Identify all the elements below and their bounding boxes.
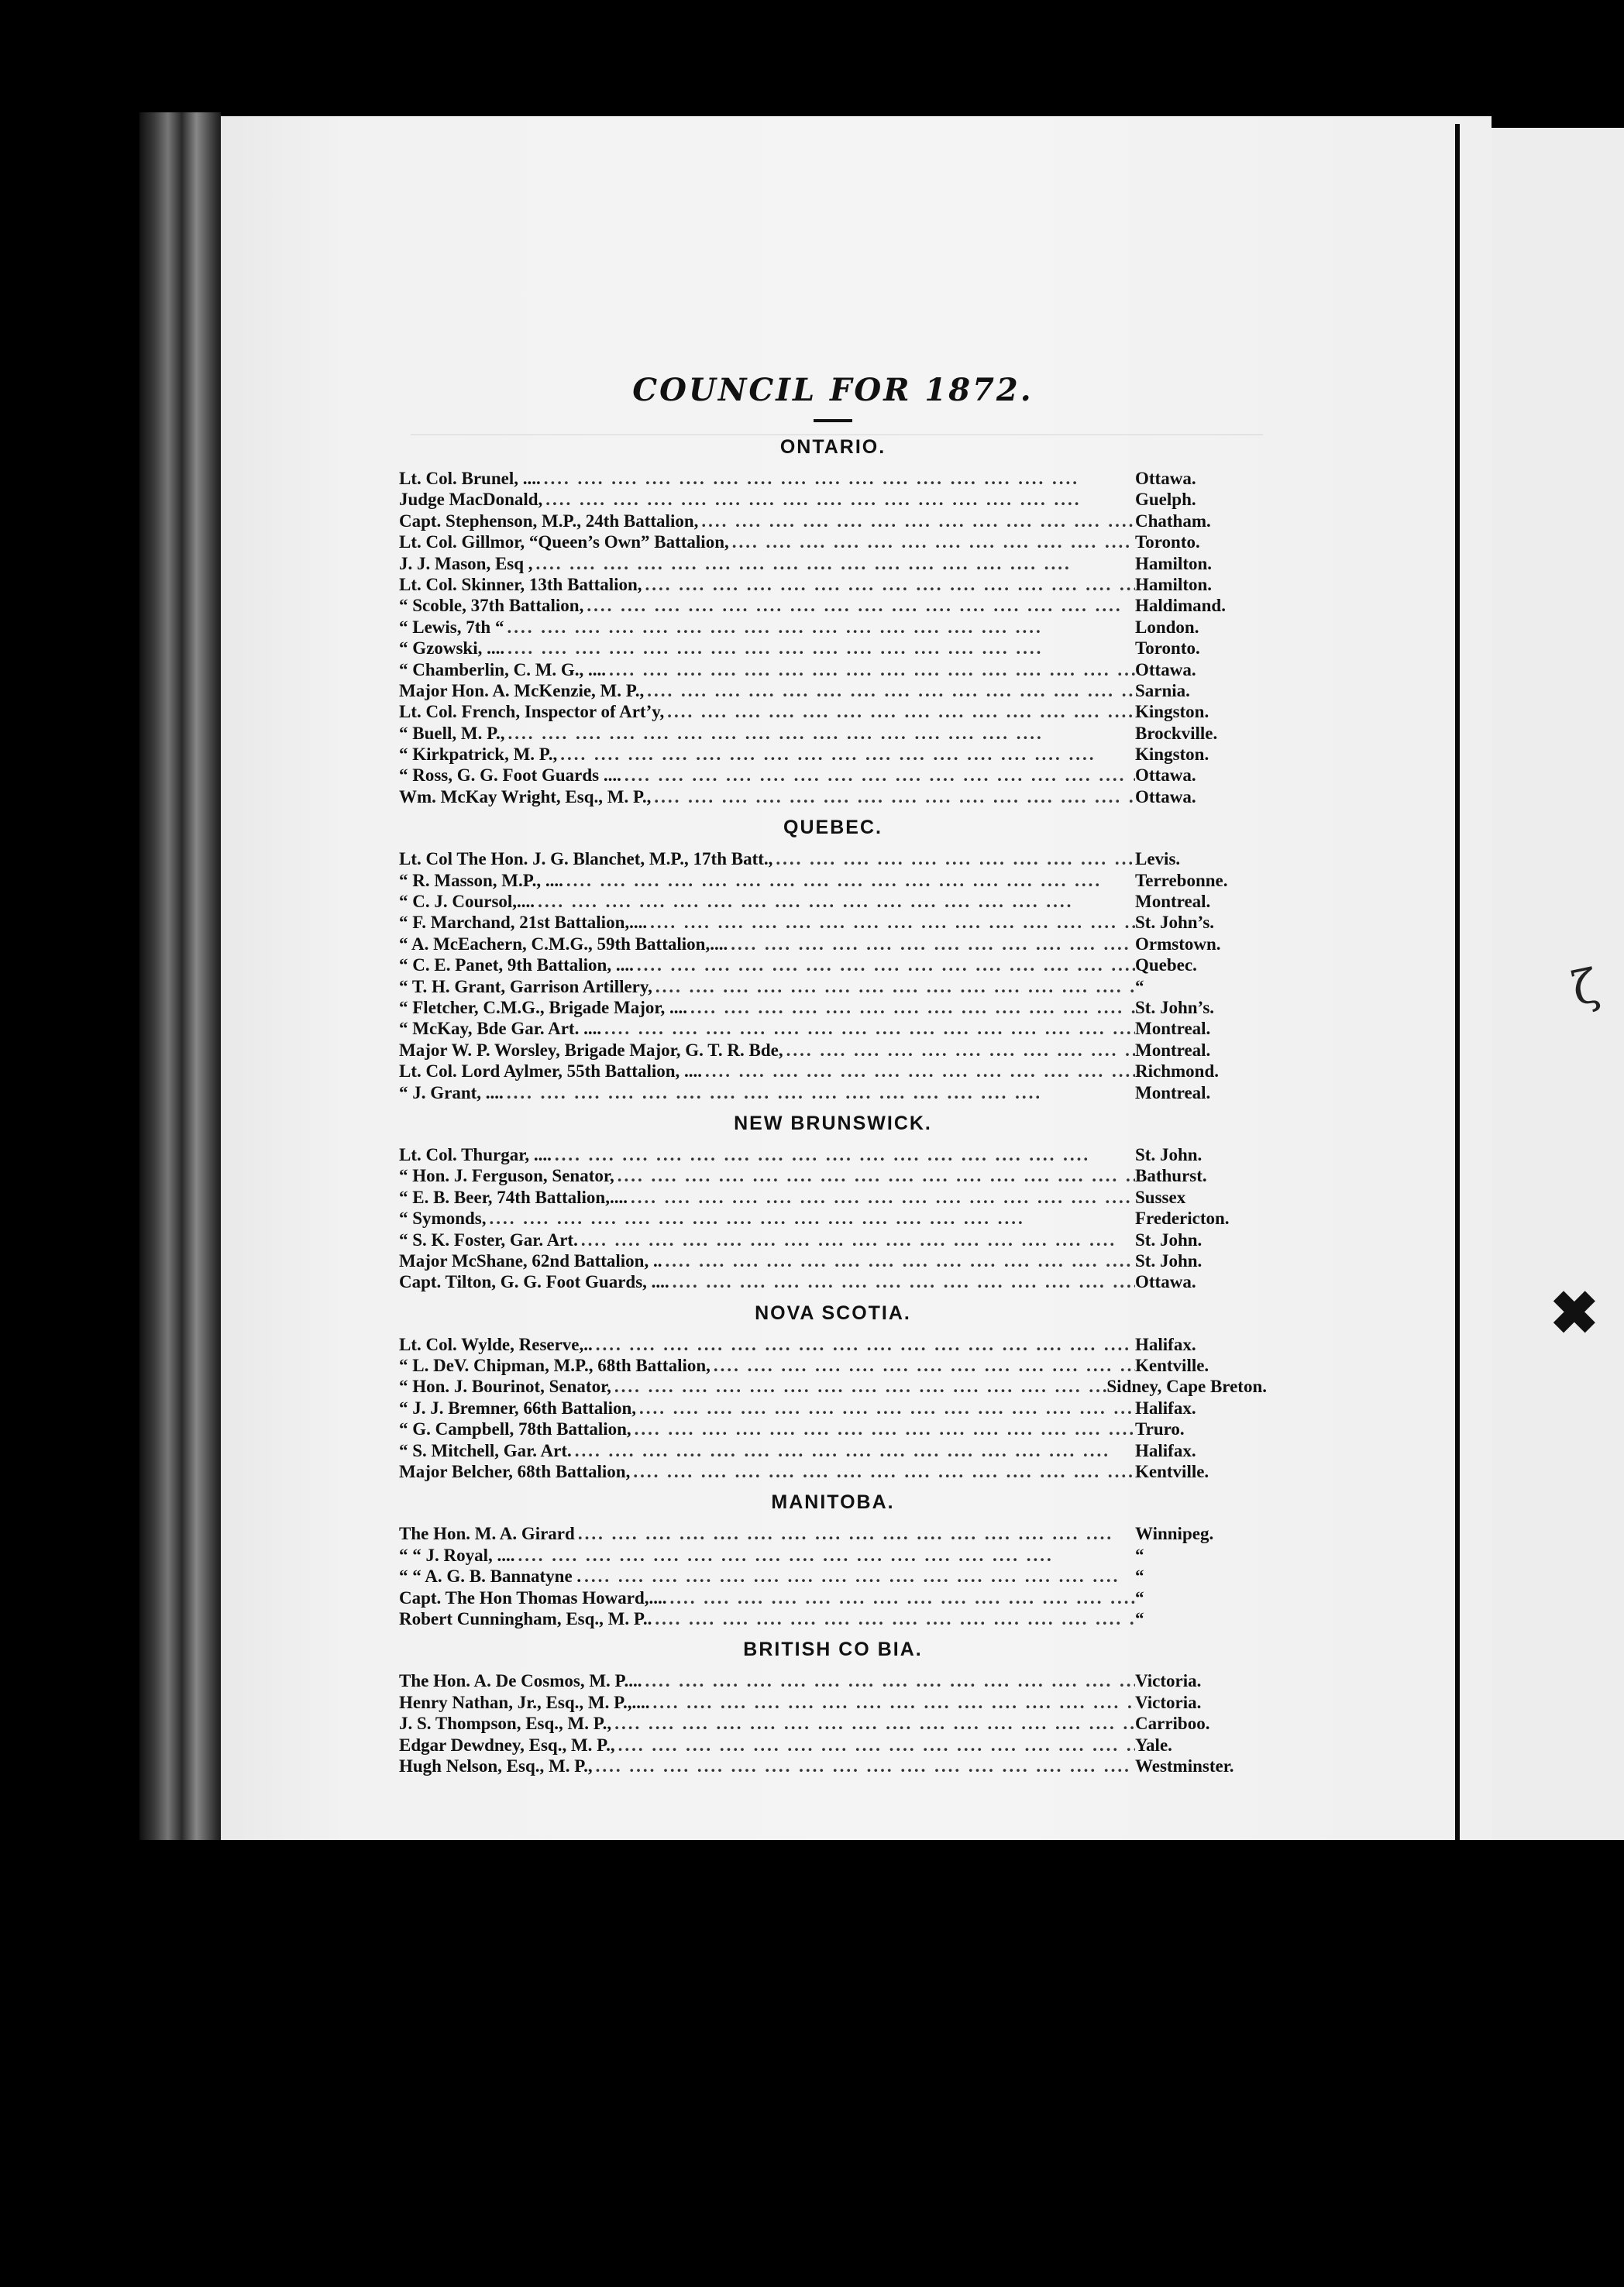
member-name: “ Symonds,: [399, 1209, 487, 1229]
leader-dots: [611, 1376, 1106, 1397]
member-name: “ G. Campbell, 78th Battalion,: [399, 1419, 631, 1439]
member-place: Ottawa.: [1135, 786, 1196, 806]
member-name: “ F. Marchand, 21st Battalion,....: [399, 913, 648, 933]
title-rule: [814, 419, 852, 422]
leader-dots: [504, 1082, 1135, 1103]
member-place: “: [1135, 1608, 1144, 1628]
leader-dots: [652, 1608, 1135, 1629]
member-name: “ Kirkpatrick, M. P.,: [399, 745, 558, 765]
list-item: [399, 701, 1267, 722]
leader-dots: [702, 1061, 1135, 1082]
section-heading: NOVA SCOTIA.: [755, 1302, 911, 1324]
member-place: Sidney, Cape Breton.: [1106, 1377, 1267, 1397]
section-heading: MANITOBA.: [771, 1491, 895, 1514]
member-name: “ McKay, Bde Gar. Art. ....: [399, 1019, 602, 1039]
list-item: [399, 1692, 1267, 1713]
leader-dots: [710, 1355, 1135, 1376]
leader-dots: [601, 1018, 1135, 1039]
member-name: “ S. Mitchell, Gar. Art.: [399, 1440, 572, 1460]
list-item: [399, 1144, 1267, 1165]
leader-dots: [628, 1187, 1135, 1208]
leader-dots: [634, 954, 1135, 975]
entry-list: [399, 1144, 1267, 1293]
leader-dots: [535, 891, 1135, 912]
member-name: “ E. B. Beer, 74th Battalion,....: [399, 1187, 628, 1207]
list-item: [399, 934, 1267, 954]
leader-dots: [729, 531, 1135, 552]
leader-dots: [593, 1756, 1135, 1776]
leader-dots: [650, 1692, 1135, 1713]
member-name: Major McShane, 62nd Battalion, ..: [399, 1250, 662, 1271]
leader-dots: [593, 1334, 1135, 1355]
member-name: Robert Cunningham, Esq., M. P..: [399, 1608, 652, 1628]
entry-list: [399, 1670, 1267, 1776]
member-name: Henry Nathan, Jr., Esq., M. P.,....: [399, 1692, 650, 1712]
list-item: [399, 848, 1267, 869]
member-name: Lt. Col. Brunel, ....: [399, 469, 541, 488]
entry-list: [399, 848, 1267, 1103]
member-place: St. John.: [1135, 1144, 1203, 1164]
leader-dots: [572, 1440, 1135, 1461]
list-item: [399, 1165, 1267, 1186]
entry-list: [399, 1334, 1267, 1483]
list-item: [399, 1713, 1267, 1734]
leader-dots: [783, 1040, 1135, 1061]
member-place: “: [1135, 1567, 1144, 1587]
member-place: Sarnia.: [1135, 680, 1190, 700]
leader-dots: [486, 1208, 1135, 1229]
member-name: Capt. Tilton, G. G. Foot Guards, ....: [399, 1272, 669, 1292]
member-name: J. J. Mason, Esq ,: [399, 553, 533, 573]
leader-dots: [611, 1713, 1135, 1734]
page-title: COUNCIL FOR 1872.: [632, 372, 1034, 408]
leader-dots: [583, 595, 1135, 616]
list-item: [399, 1376, 1267, 1397]
member-name: “ Hon. J. Bourinot, Senator,: [399, 1377, 611, 1397]
list-item: [399, 553, 1267, 574]
section-heading: NEW BRUNSWICK.: [734, 1112, 932, 1134]
member-place: “: [1135, 1545, 1144, 1565]
member-name: Edgar Dewdney, Esq., M. P.,: [399, 1735, 615, 1755]
leader-dots: [621, 765, 1135, 786]
member-place: St. John’s.: [1135, 997, 1215, 1017]
member-name: “ Fletcher, C.M.G., Brigade Major, ....: [399, 997, 687, 1017]
list-item: [399, 1040, 1267, 1061]
list-item: [399, 723, 1267, 744]
leader-dots: [772, 848, 1135, 869]
leader-dots: [615, 1735, 1135, 1756]
list-item: [399, 1461, 1267, 1482]
member-name: “ L. DeV. Chipman, M.P., 68th Battalion,: [399, 1356, 710, 1376]
member-place: Terrebonne.: [1135, 870, 1228, 890]
leader-dots: [642, 1670, 1136, 1691]
leader-dots: [563, 870, 1135, 891]
member-place: Yale.: [1135, 1735, 1172, 1755]
member-place: Ottawa.: [1135, 659, 1196, 679]
member-name: Capt. Stephenson, M.P., 24th Battalion,: [399, 511, 699, 531]
leader-dots: [728, 934, 1135, 954]
leader-dots: [552, 1144, 1135, 1165]
leader-dots: [652, 976, 1135, 997]
list-item: [399, 1587, 1267, 1608]
leader-dots: [542, 489, 1135, 510]
leader-dots: [642, 574, 1135, 595]
member-name: Wm. McKay Wright, Esq., M. P.,: [399, 786, 652, 806]
leader-dots: [504, 617, 1135, 638]
list-item: [399, 1187, 1267, 1208]
list-item: [399, 1250, 1267, 1271]
section-heading: ONTARIO.: [779, 436, 886, 458]
leader-dots: [644, 680, 1135, 701]
list-item: [399, 1756, 1267, 1776]
list-item: [399, 786, 1267, 807]
member-name: The Hon. M. A. Girard: [399, 1524, 575, 1544]
list-item: [399, 638, 1267, 659]
member-place: St. John.: [1135, 1250, 1203, 1271]
member-place: Kingston.: [1135, 702, 1209, 722]
leader-dots: [515, 1545, 1136, 1566]
member-place: Chatham.: [1135, 511, 1211, 531]
scan-border-bottom: [0, 1840, 1624, 2287]
member-name: Major Belcher, 68th Battalion,: [399, 1462, 631, 1482]
council-list: [399, 372, 1267, 1776]
list-item: [399, 617, 1267, 638]
list-item: [399, 1271, 1267, 1292]
member-name: “ Buell, M. P.,: [399, 723, 505, 743]
member-place: Montreal.: [1135, 1082, 1211, 1102]
member-place: Levis.: [1135, 849, 1181, 869]
member-name: Capt. The Hon Thomas Howard,....: [399, 1587, 667, 1608]
member-name: Lt. Col. Thurgar, ....: [399, 1144, 552, 1164]
list-item: [399, 870, 1267, 891]
leader-dots: [687, 997, 1135, 1018]
member-place: St. John.: [1135, 1229, 1203, 1250]
member-name: Major W. P. Worsley, Brigade Major, G. T. R. Bde,: [399, 1040, 783, 1060]
leader-dots: [651, 786, 1135, 807]
list-item: [399, 680, 1267, 701]
leader-dots: [664, 701, 1135, 722]
list-item: [399, 1440, 1267, 1461]
member-place: Kingston.: [1135, 745, 1209, 765]
list-item: [399, 1208, 1267, 1229]
list-item: [399, 659, 1267, 680]
member-name: “ C. E. Panet, 9th Battalion, ....: [399, 955, 634, 975]
member-name: J. S. Thompson, Esq., M. P.,: [399, 1714, 612, 1734]
list-item: [399, 468, 1267, 489]
list-item: [399, 1082, 1267, 1103]
member-name: “ T. H. Grant, Garrison Artillery,: [399, 976, 652, 996]
leader-dots: [669, 1271, 1135, 1292]
leader-dots: [575, 1523, 1135, 1544]
member-name: “ Ross, G. G. Foot Guards ....: [399, 765, 621, 786]
list-item: [399, 1735, 1267, 1756]
member-name: Lt. Col. Lord Aylmer, 55th Battalion, ....: [399, 1061, 703, 1082]
member-place: Brockville.: [1135, 723, 1218, 743]
sections-container: [399, 436, 1267, 1776]
list-item: [399, 489, 1267, 510]
member-place: Hamilton.: [1135, 553, 1213, 573]
margin-handwritten-mark: ζ: [1567, 958, 1604, 1017]
list-item: [399, 765, 1267, 786]
member-name: The Hon. A. De Cosmos, M. P....: [399, 1671, 642, 1691]
list-item: [399, 1229, 1267, 1250]
list-item: [399, 1419, 1267, 1439]
margin-handwritten-cross: ✖: [1550, 1278, 1599, 1347]
list-item: [399, 954, 1267, 975]
member-name: “ R. Masson, M.P., ....: [399, 870, 563, 890]
member-place: Montreal.: [1135, 1019, 1211, 1039]
leader-dots: [541, 468, 1135, 489]
leader-dots: [630, 1461, 1135, 1482]
book-binding: [139, 112, 221, 1840]
member-place: St. John’s.: [1135, 913, 1215, 933]
member-place: Montreal.: [1135, 1040, 1211, 1060]
member-place: Ottawa.: [1135, 469, 1196, 488]
member-name: “ “ J. Royal, ....: [399, 1545, 515, 1565]
list-item: [399, 1523, 1267, 1544]
member-place: “: [1135, 1587, 1144, 1608]
member-place: “: [1135, 976, 1144, 996]
list-item: [399, 976, 1267, 997]
leader-dots: [667, 1587, 1136, 1608]
member-name: “ “ A. G. B. Bannatyne .: [399, 1567, 582, 1587]
member-name: Judge MacDonald,: [399, 490, 543, 510]
member-place: Sussex: [1135, 1187, 1186, 1207]
member-name: “ Chamberlin, C. M. G., ....: [399, 659, 607, 679]
member-name: Lt. Col. Wylde, Reserve,..: [399, 1334, 593, 1354]
leader-dots: [698, 511, 1135, 531]
member-place: Montreal.: [1135, 892, 1211, 912]
list-item: [399, 1545, 1267, 1566]
member-place: Carriboo.: [1135, 1714, 1210, 1734]
member-place: Victoria.: [1135, 1671, 1202, 1691]
member-place: Hamilton.: [1135, 574, 1213, 594]
member-place: Winnipeg.: [1135, 1524, 1214, 1544]
member-place: Haldimand.: [1135, 596, 1226, 616]
list-item: [399, 1061, 1267, 1082]
member-place: Kentville.: [1135, 1356, 1209, 1376]
member-place: Halifax.: [1135, 1440, 1196, 1460]
member-name: “ J. Grant, ....: [399, 1082, 504, 1102]
leader-dots: [504, 638, 1135, 659]
leader-dots: [662, 1250, 1135, 1271]
member-place: Toronto.: [1135, 532, 1200, 552]
list-item: [399, 997, 1267, 1018]
member-name: “ S. K. Foster, Gar. Art.: [399, 1229, 578, 1250]
list-item: [399, 511, 1267, 531]
list-item: [399, 1398, 1267, 1419]
list-item: [399, 595, 1267, 616]
entry-list: [399, 1523, 1267, 1629]
list-item: [399, 744, 1267, 765]
entry-list: [399, 468, 1267, 807]
member-place: Kentville.: [1135, 1462, 1209, 1482]
leader-dots: [606, 659, 1135, 680]
leader-dots: [631, 1419, 1135, 1439]
member-name: “ Scoble, 37th Battalion,: [399, 596, 584, 616]
member-name: Major Hon. A. McKenzie, M. P.,: [399, 680, 645, 700]
member-name: “ C. J. Coursol,....: [399, 892, 535, 912]
member-place: Truro.: [1135, 1419, 1185, 1439]
leader-dots: [578, 1229, 1135, 1250]
list-item: [399, 574, 1267, 595]
list-item: [399, 1355, 1267, 1376]
member-name: “ A. McEachern, C.M.G., 59th Battalion,....: [399, 934, 728, 954]
leader-dots: [636, 1398, 1135, 1419]
list-item: [399, 1566, 1267, 1587]
leader-dots: [505, 723, 1135, 744]
list-item: [399, 891, 1267, 912]
member-place: Halifax.: [1135, 1398, 1196, 1418]
list-item: [399, 1018, 1267, 1039]
member-place: London.: [1135, 617, 1199, 637]
leader-dots: [614, 1165, 1135, 1186]
leader-dots: [581, 1566, 1135, 1587]
member-name: “ Lewis, 7th “: [399, 617, 504, 637]
page-edge-line: [1455, 124, 1460, 1840]
member-place: Guelph.: [1135, 490, 1196, 510]
leader-dots: [647, 912, 1135, 933]
member-place: Victoria.: [1135, 1692, 1202, 1712]
leader-dots: [533, 553, 1135, 574]
member-name: Lt. Col The Hon. J. G. Blanchet, M.P., 17th Batt.,: [399, 849, 773, 869]
list-item: [399, 1334, 1267, 1355]
member-place: Richmond.: [1135, 1061, 1219, 1082]
list-item: [399, 1670, 1267, 1691]
member-name: “ Gzowski, ....: [399, 638, 505, 659]
list-item: [399, 912, 1267, 933]
member-place: Ottawa.: [1135, 1272, 1196, 1292]
member-place: Quebec.: [1135, 955, 1197, 975]
leader-dots: [557, 744, 1135, 765]
member-place: Ottawa.: [1135, 765, 1196, 786]
list-item: [399, 531, 1267, 552]
member-name: “ J. J. Bremner, 66th Battalion,: [399, 1398, 637, 1418]
member-place: Ormstown.: [1135, 934, 1221, 954]
member-place: Toronto.: [1135, 638, 1200, 659]
facing-page-strip: [1492, 128, 1624, 1840]
section-heading: BRITISH CO BIA.: [743, 1639, 923, 1661]
member-name: Hugh Nelson, Esq., M. P.,: [399, 1756, 593, 1776]
member-place: Fredericton.: [1135, 1209, 1230, 1229]
member-name: Lt. Col. Skinner, 13th Battalion,: [399, 574, 642, 594]
member-place: Bathurst.: [1135, 1166, 1207, 1186]
member-name: Lt. Col. French, Inspector of Art’y,: [399, 702, 665, 722]
member-place: Halifax.: [1135, 1334, 1196, 1354]
section-heading: QUEBEC.: [783, 817, 883, 839]
member-place: Westminster.: [1135, 1756, 1234, 1776]
member-name: Lt. Col. Gillmor, “Queen’s Own” Battalion,: [399, 532, 729, 552]
list-item: [399, 1608, 1267, 1629]
member-name: “ Hon. J. Ferguson, Senator,: [399, 1166, 614, 1186]
